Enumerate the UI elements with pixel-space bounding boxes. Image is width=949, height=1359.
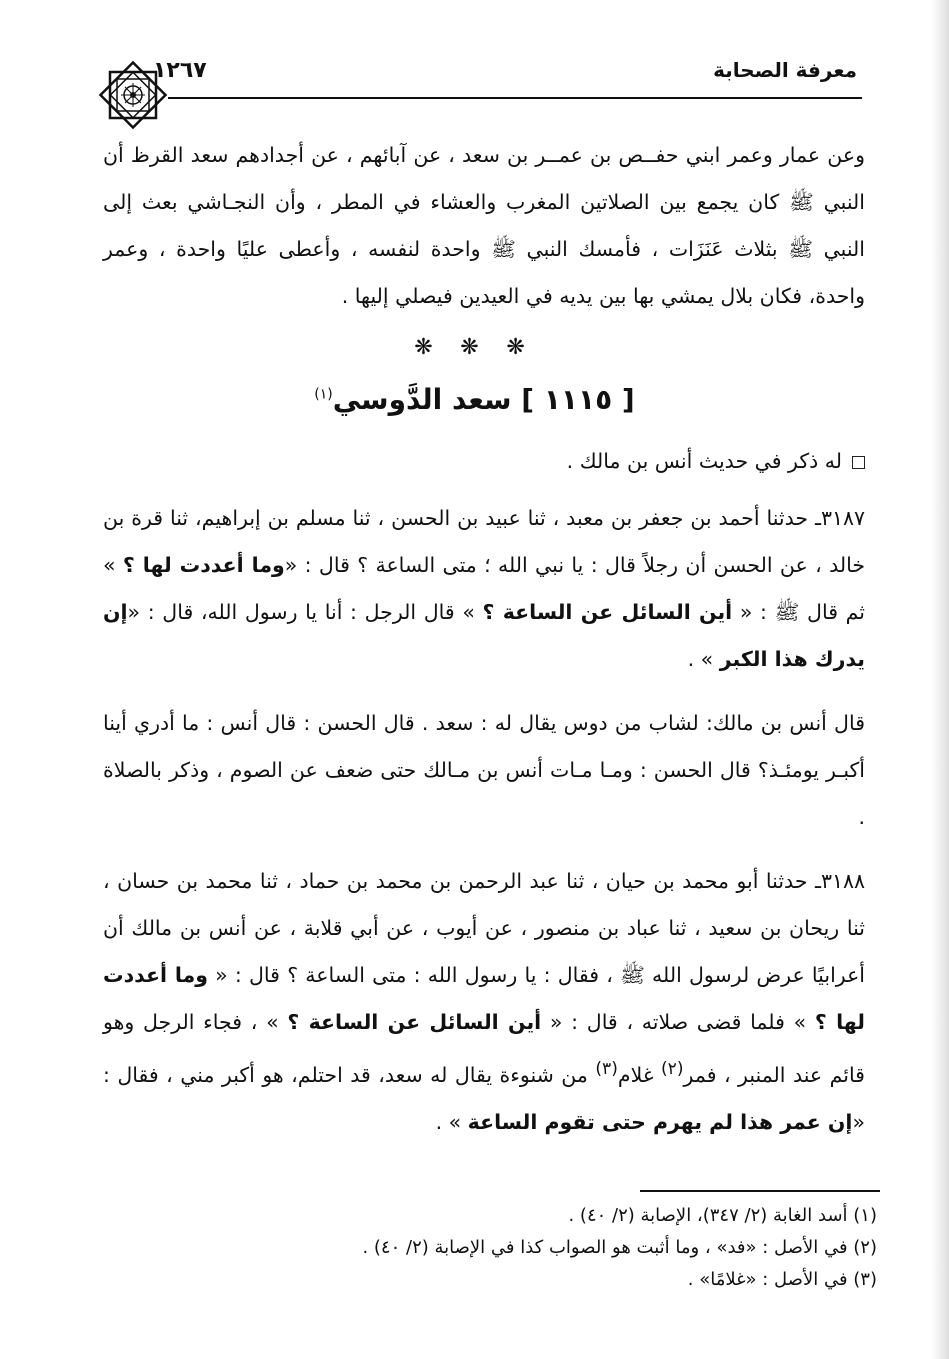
entry-heading-footnote-mark: (١) xyxy=(314,386,333,403)
entry-heading-text: [ ١١١٥ ] سعد الدَّوسي xyxy=(332,383,635,416)
footnote-mark-2: (٢) xyxy=(661,1059,684,1079)
hadith-3187-part4: » . xyxy=(687,647,720,671)
square-bullet-icon xyxy=(852,456,865,469)
opening-paragraph: وعن عمار وعمر ابني حفــص بن عمــر بن سعد ، عن آبائهم ، عن أجدادهم سعد القرظ أن النبي ﷺ كان يجمع بين الصلاتين المغرب والعشاء في المطر ، وأن النجـاشي بعث إلى النبي ﷺ بثلاث عَنَزَات ، فأمسك النبي ﷺ واحدة لنفسه ، وأعطى عليًا واحدة ، وعمر واحدة، فكان بلال يمشي بها بين يديه في العيدين فيصلي إليها . xyxy=(103,143,865,308)
running-head xyxy=(83,58,857,92)
hadith-3188-part6: » . xyxy=(435,1109,468,1134)
hadith-3188-part5: من شنوءة يقال له سعد، قد احتلم، هو أكبر مني ، فقال : « xyxy=(103,1062,865,1134)
hadith-3188-part2: » فلما قضى صلاته ، قال : « xyxy=(541,1010,815,1034)
hadith-3188-part4: غلام xyxy=(617,1062,661,1087)
hadith-3187-part1: ٣١٨٧ـ حدثنا أحمد بن جعفر بن معبد ، ثنا عبيد بن الحسن ، ثنا مسلم بن إبراهيم، ثنا قرة بن خالد ، عن الحسن أن رجلاً قال : يا نبي الله ؛ متى الساعة ؟ قال : « xyxy=(103,506,866,577)
page-number: ١٢٦٧ xyxy=(153,58,207,83)
entry-intro xyxy=(103,438,865,485)
hadith-3188-part1: ٣١٨٨ـ حدثنا أبو محمد بن حيان ، ثنا عبد الرحمن بن محمد بن حماد ، ثنا محمد بن حسان ، ثنا ريحان بن سعيد ، ثنا عباد بن منصور ، عن أيوب ، عن أبي قلابة ، عن أنس بن مالك أن أعرابيًا عرض لرسول الله ﷺ ، فقال : يا رسول الله : متى الساعة ؟ قال : « xyxy=(103,869,866,987)
page-edge-shadow xyxy=(931,0,949,1359)
hadith-3187-bold1: وما أعددت لها ؟ xyxy=(122,553,285,577)
entry-intro-text: له ذكر في حديث أنس بن مالك . xyxy=(566,449,842,473)
hadith-3188-bold3: إن عمر هذا لم يهرم حتى تقوم الساعة xyxy=(467,1109,853,1134)
footnotes xyxy=(97,1200,877,1296)
running-title: معرفة الصحابة xyxy=(713,58,857,82)
hadith-3187-part2: » ثم قال ﷺ : « xyxy=(103,553,865,624)
footnote-mark-3: (٣) xyxy=(595,1059,618,1079)
hadith-3188-bold2: أين السائل عن الساعة ؟ xyxy=(287,1010,542,1034)
hadith-3187-bold2: أين السائل عن الساعة ؟ xyxy=(482,600,733,624)
hadith-3188 xyxy=(103,858,865,1146)
section-separator-stars: ❋ ❋ ❋ xyxy=(414,335,535,360)
hadith-3188-part3: » ، فجاء الرجل وهو قائم عند المنبر ، فمر xyxy=(103,1010,865,1087)
hadith-3187-part3: » قال الرجل : أنا يا رسول الله، قال : « xyxy=(127,600,483,624)
footnote-3: (٣) في الأصل : «غلامًا» . xyxy=(687,1269,877,1290)
entry-heading xyxy=(0,383,949,416)
hadith-3187 xyxy=(103,495,865,683)
header-rule xyxy=(168,97,862,99)
footnote-1: (١) أسد الغابة (٢/ ٣٤٧)، الإصابة (٢/ ٤٠) . xyxy=(568,1205,877,1226)
anas-comment-paragraph: قال أنس بن مالك: لشاب من دوس يقال له : سعد . قال الحسن : قال أنس : ما أدري أينا أكبـر يومئـذ؟ قال الحسن : ومـا مـات أنس بن مـالك حتى ضعف عن الصوم ، وذكر بالصلاة . xyxy=(103,711,865,829)
star-ornament-icon xyxy=(96,58,170,132)
hadith-3188-bold1: وما أعددت لها ؟ xyxy=(103,963,865,1034)
footnote-rule xyxy=(640,1190,880,1192)
hadith-3187-bold3: إن يدرك هذا الكبر xyxy=(103,600,865,671)
footnote-2: (٢) في الأصل : «فد» ، وما أثبت هو الصواب كذا في الإصابة (٢/ ٤٠) . xyxy=(362,1237,877,1258)
